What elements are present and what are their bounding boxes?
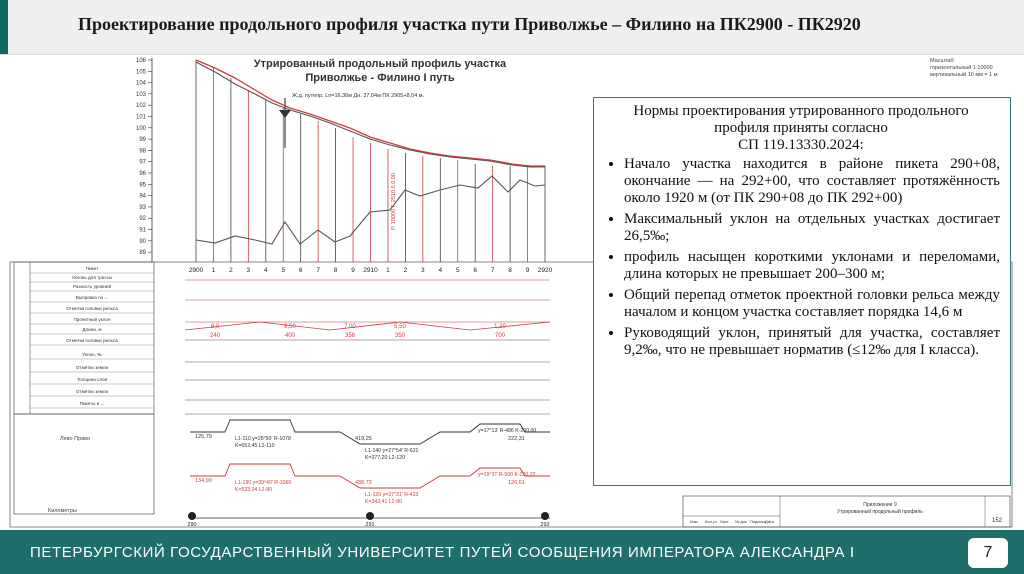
elevation-axis xyxy=(136,58,152,262)
curve-label: K=533,04 L2-80 xyxy=(235,487,273,493)
norms-heading-line3: СП 119.13330.2024: xyxy=(738,137,864,153)
picket-label: 6 xyxy=(473,267,478,274)
picket-label: 2 xyxy=(403,267,408,274)
design-norms-box xyxy=(593,97,1011,486)
stamp-header: № док xyxy=(735,519,747,524)
picket-label: 4 xyxy=(263,267,268,274)
picket-label: 2920 xyxy=(537,267,553,274)
picket-label: 6 xyxy=(298,267,303,274)
elevation-label: 106 xyxy=(135,58,146,64)
table-row-label: Отметки земли xyxy=(75,389,109,394)
table-row-label: Уклонь для трассы xyxy=(71,275,113,280)
lower-table-label: Лево Право xyxy=(60,436,91,442)
norms-item: • Руководящий уклон, принятый для участка, составляет 9,2‰, что не превышает норматив (≤12‰ для I класса). xyxy=(624,325,1000,359)
curve-value: 438,72 xyxy=(355,480,372,486)
bottom-picket-label: 290 xyxy=(187,522,197,528)
table-row-label: Разность уровней xyxy=(72,284,112,289)
slide-title: Проектирование продольного профиля участка пути Приволжье – Филино на ПК2900 - ПК2920 xyxy=(78,14,861,34)
curve-label: y=19°3T R-500 K-220,22 xyxy=(478,472,536,478)
length-label: 400 xyxy=(284,333,296,339)
picket-label: 4 xyxy=(438,267,443,274)
picket-labels xyxy=(189,267,553,274)
elevation-label: 89 xyxy=(139,250,146,257)
length-label: 356 xyxy=(344,333,356,339)
stamp-header: Изм xyxy=(690,519,698,524)
bridge-note: Ж.д. путепр. Lп=16,36м Дн. 37,04м ПК 2905+8,04 м. xyxy=(292,93,425,99)
norms-heading xyxy=(602,103,1000,154)
elevation-label: 95 xyxy=(139,182,146,189)
vertical-note: Р. 10000 Г. 2510.5 0.00 xyxy=(391,173,397,230)
table-row-label: Отметка головки рельса xyxy=(66,306,118,311)
curve-label: K=343,41 L2-80 xyxy=(365,499,403,505)
bottom-picket-label: 291 xyxy=(365,522,375,528)
slope-label: 1,20 xyxy=(494,324,506,330)
curve-value: 222,31 xyxy=(508,436,525,442)
slope-label: 7,00 xyxy=(344,324,356,330)
curve-value: 134,90 xyxy=(195,478,212,484)
drawing-title-line2: Приволжье - Филино I путь xyxy=(305,72,455,84)
curve-label: K=377,20 L2-120 xyxy=(365,455,405,461)
elevation-label: 93 xyxy=(139,204,146,211)
picket-marker xyxy=(366,512,374,520)
bridge-marker-arrow xyxy=(279,110,291,118)
stamp-line1: Приложение 9 xyxy=(863,502,897,508)
lower-table xyxy=(14,414,154,514)
table-row-label: Проектный уклон xyxy=(73,317,111,322)
picket-label: 5 xyxy=(455,267,460,274)
norms-item: • Максимальный уклон на отдельных участках достигает 26,5‰; xyxy=(624,211,1000,245)
footer-bar xyxy=(0,530,1024,574)
table-row-label: Отметки земли xyxy=(75,365,109,370)
elevation-label: 104 xyxy=(135,80,146,87)
elevation-label: 103 xyxy=(135,91,146,98)
picket-label: 2 xyxy=(229,267,233,274)
scale-line1: Масштаб: xyxy=(930,58,956,64)
norms-list xyxy=(602,156,1000,359)
curve-value: 125,79 xyxy=(195,434,212,440)
picket-label: 7 xyxy=(490,267,495,274)
university-name: ПЕТЕРБУРГСКИЙ ГОСУДАРСТВЕННЫЙ УНИВЕРСИТЕТ ПУТЕЙ СООБЩЕНИЯ ИМПЕРАТОРА АЛЕКСАНДРА I xyxy=(30,544,855,561)
picket-label: 9 xyxy=(525,267,530,274)
elevation-label: 96 xyxy=(139,171,146,177)
table-row-label: Отметки головки рельса xyxy=(66,338,118,343)
norms-item: • Начало участка находится в районе пикета 290+08, окончание — на 292+00, что составляет протяжённость около 1920 м (от ПК 290+08 до ПК 292+00) xyxy=(624,156,1000,207)
length-label: 700 xyxy=(494,333,506,339)
table-row-label: Уклон, ‰ xyxy=(82,352,102,357)
curve-labels xyxy=(235,428,536,505)
curve-value: 126,61 xyxy=(508,480,525,486)
elevation-label: 90 xyxy=(139,238,146,245)
norms-heading-line1: Нормы проектирования утрированного продольного xyxy=(633,103,969,119)
curve-label: L1-110 y=28°50' R-1078 xyxy=(235,436,291,442)
norms-item: • профиль насыщен короткими уклонами и переломами, длина которых не превышает 200–300 м; xyxy=(624,249,1000,283)
picket-label: 9 xyxy=(351,267,355,274)
table-row-label: Длина, м xyxy=(82,327,102,332)
scale-line3: вертикальный 10 мм = 1 м xyxy=(930,72,998,78)
elevation-label: 100 xyxy=(135,125,146,132)
elevation-label: 97 xyxy=(139,159,146,166)
stamp-header: Лист xyxy=(720,519,729,524)
picket-label: 8 xyxy=(333,267,338,274)
picket-label: 1 xyxy=(211,267,216,274)
stamp-line2: Утрированный продольный профиль xyxy=(837,509,923,515)
picket-label: 8 xyxy=(508,267,512,274)
elevation-label: 102 xyxy=(135,103,146,110)
slope-label: 8,0 xyxy=(210,324,220,330)
picket-label: 7 xyxy=(316,267,320,274)
page-number: 7 xyxy=(968,538,1008,568)
bottom-pickets xyxy=(187,512,549,528)
elevation-label: 101 xyxy=(135,114,146,121)
table-row-label: Толщина слоя xyxy=(76,377,108,382)
drawing-title-line1: Утрированный продольный профиль участка xyxy=(253,58,507,70)
curve-value: 419,25 xyxy=(355,436,372,442)
length-label: 240 xyxy=(209,333,221,339)
elevation-label: 91 xyxy=(139,227,146,234)
picket-marker xyxy=(541,512,549,520)
stamp-header: Дата xyxy=(765,519,774,524)
elevation-label: 105 xyxy=(135,69,146,76)
sheet-number: 152 xyxy=(991,518,1003,524)
curve-label: y=17°13' R-486 K-200,00 xyxy=(478,428,537,434)
table-row-label: Пикеты и ... xyxy=(79,401,105,406)
picket-label: 1 xyxy=(386,267,390,274)
curve-label: L1-190 y=39°40' R-1060 xyxy=(235,480,292,486)
slope-label: 5,50 xyxy=(394,324,406,330)
stamp-header: Подпись xyxy=(750,519,766,524)
picket-label: 2900 xyxy=(188,267,204,274)
picket-marker xyxy=(188,512,196,520)
bottom-picket-label: 292 xyxy=(540,522,550,528)
length-label: 350 xyxy=(394,333,406,339)
elevation-label: 92 xyxy=(139,216,146,223)
picket-label: 5 xyxy=(281,267,286,274)
curve-label: K=652,45 L2-110 xyxy=(235,443,275,449)
elevation-label: 98 xyxy=(139,148,146,155)
slope-label: 8,50 xyxy=(284,324,296,330)
km-row-label: Километры xyxy=(48,508,77,514)
stamp-header: Кол.уч xyxy=(705,519,717,524)
picket-label: 3 xyxy=(246,267,251,274)
data-bands xyxy=(185,280,550,414)
norms-item: • Общий перепад отметок проектной головки рельса между началом и концом участка составляет порядка 14,6 м xyxy=(624,287,1000,321)
picket-label: 2910 xyxy=(363,267,378,274)
title-bar xyxy=(0,0,1024,55)
curve-label: L1-120 y=27°31' R-433 xyxy=(365,492,419,498)
norms-heading-line2: профиля приняты согласно xyxy=(714,120,888,136)
picket-label: 3 xyxy=(421,267,425,274)
curve-label: L1-140 y=27°54' R-631 xyxy=(365,448,419,454)
scale-line2: горизонтальный 1:10000 xyxy=(930,65,993,71)
title-block-stamp xyxy=(683,496,1010,527)
table-row-label: Пикет xyxy=(85,266,99,271)
profile-table-header xyxy=(14,262,154,414)
elevation-label: 99 xyxy=(139,137,146,144)
table-row-label: Выправка по ... xyxy=(75,295,109,300)
length-labels xyxy=(210,333,506,339)
title-accent-stripe xyxy=(0,0,8,54)
elevation-label: 94 xyxy=(139,193,146,200)
